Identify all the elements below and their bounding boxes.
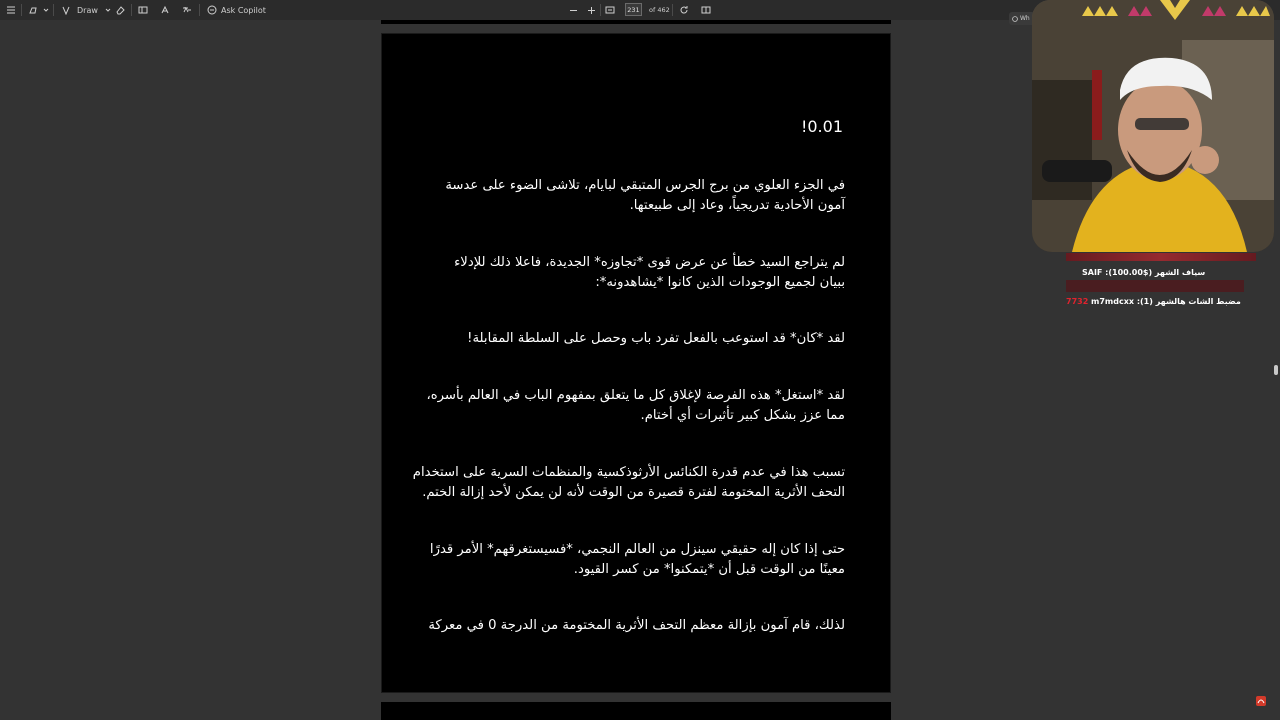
translate-icon [182,5,192,15]
streamer-image [1032,0,1274,252]
chat-divider [1066,253,1256,261]
page-view-button[interactable] [701,0,711,20]
scrollbar-thumb[interactable] [1274,365,1278,375]
chat-overlay [1066,253,1266,313]
rotate-icon [679,5,689,15]
toolbar-divider [53,4,54,16]
fit-page-icon [605,5,615,15]
paragraph-3 [467,329,845,349]
paragraph-line: آمون الأحادية تدريجياً، وعاد إلى طبيعتها. [629,198,845,213]
ask-copilot-button[interactable] [207,0,266,20]
eraser-button[interactable] [115,0,125,20]
paragraph-5 [413,463,845,503]
toolbar-divider [600,4,601,16]
page-number-input[interactable]: 231 [625,3,642,16]
chat-highlight [1066,280,1244,292]
chip-label: Wh [1020,15,1030,22]
toolbar-divider [199,4,200,16]
paragraph-line: مما عزز بشكل كبير تأثيرات أي أختام. [640,408,845,423]
page-total: of 462 [649,6,670,14]
translate-button[interactable] [182,0,192,20]
copilot-icon [1012,16,1018,22]
highlight-button[interactable] [28,0,50,20]
paragraph-line: لذلك، قام آمون بإزالة معظم التحف الأثرية المختومة من الدرجة 0 في معركة [428,618,845,633]
view-icon [138,5,148,15]
chevron-down-icon [42,6,50,14]
paragraph-line: لم يتراجع السيد خطأ عن عرض قوى *تجاوزه* الجديدة، فاعلا ذلك للإدلاء [454,255,845,270]
toolbar-divider [131,4,132,16]
view-button[interactable] [138,0,148,20]
rotate-button[interactable] [679,0,689,20]
paragraph-4 [426,386,845,426]
chevron-down-icon [104,6,112,14]
pen-icon [61,5,71,15]
paragraph-line: معينًا من الوقت قبل أن *يتمكنوا* من كسر القيود. [573,562,845,577]
webcam-feed [1032,0,1274,252]
draw-label: Draw [77,5,98,15]
plus-icon [587,6,596,15]
paragraph-1 [445,176,845,216]
chat-message: SAIF :سياف الشهر ($100.00) [1082,268,1206,277]
next-page-edge [381,702,891,720]
page-view-icon [701,5,711,15]
text-icon [160,5,170,15]
copilot-icon [207,5,217,15]
fit-page-button[interactable] [605,0,615,20]
zoom-in-button[interactable] [587,0,596,20]
chat-message: 7732 [1066,297,1089,306]
paragraph-line: لقد *كان* قد استوعب بالفعل تفرد باب وحصل على السلطة المقابلة! [467,331,845,346]
paragraph-line: التحف الأثرية المختومة لفترة قصيرة من الوقت لأنه لن يمكن لأحد إزالة الختم. [422,485,845,500]
highlighter-icon [28,5,38,15]
paragraph-line: لقد *استغل* هذه الفرصة لإغلاق كل ما يتعلق بمفهوم الباب في العالم بأسره، [426,388,845,403]
draw-button[interactable] [61,0,112,20]
ask-copilot-label: Ask Copilot [221,5,266,15]
paragraph-line: ببيان لجميع الوجودات الذين كانوا *يشاهدونه*: [595,275,845,290]
paragraph-7 [428,616,845,636]
chat-message: m7mdcxx :(1) مضبط الشات هالشهر [1091,297,1241,306]
zoom-out-button[interactable] [569,0,578,20]
minus-icon [569,6,578,15]
contents-icon[interactable] [6,0,16,20]
banner-crown-icon [1080,0,1270,24]
paragraph-line: في الجزء العلوي من برج الجرس المتبقي لبايام، تلاشى الضوء على عدسة [445,178,845,193]
paragraph-2 [454,253,845,293]
eraser-icon [115,5,125,15]
paragraph-line: تسبب هذا في عدم قدرة الكنائس الأرثوذكسية والمنظمات السرية على استخدام [412,465,845,480]
pdf-icon [1255,692,1267,704]
paragraph-6 [430,540,845,580]
toolbar-divider [672,4,673,16]
text-button[interactable] [160,0,170,20]
chapter-heading: !0.01 [800,117,843,136]
stream-banner [1080,0,1270,24]
paragraph-line: حتى إذا كان إله حقيقي سينزل من العالم النجمي، *فسيستغرقهم* الأمر قدرًا [429,542,845,557]
previous-page-edge [381,20,891,24]
toolbar-divider [21,4,22,16]
